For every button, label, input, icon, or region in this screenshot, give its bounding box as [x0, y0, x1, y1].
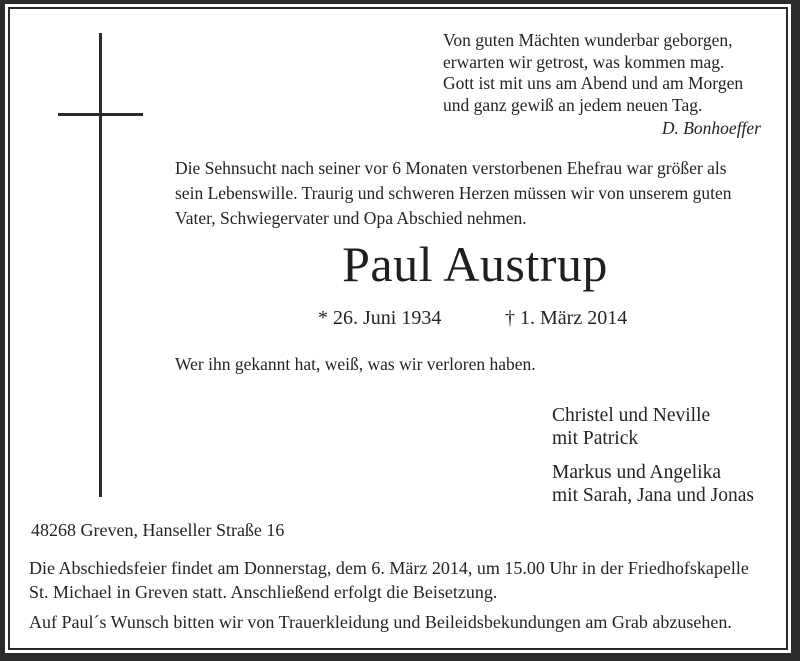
verse-attribution: D. Bonhoeffer: [661, 117, 761, 138]
verse-line: und ganz gewiß an jedem neuen Tag.: [443, 95, 703, 116]
tribute-line: Wer ihn gekannt hat, weiß, was wir verloren haben.: [175, 354, 536, 374]
mourners-list: [552, 404, 754, 507]
cross-vertical-bar: [99, 33, 102, 497]
verse-line: Von guten Mächten wunderbar geborgen,: [443, 30, 733, 50]
mourner-name: Christel und Neville: [552, 405, 711, 426]
mourner-name: Markus und Angelika: [552, 462, 721, 483]
intro-paragraph: [175, 156, 775, 231]
request-line: Auf Paul´s Wunsch bitten wir von Trauerkleidung und Beileidsbekundungen am Grab abzusehen.: [29, 612, 732, 632]
birth-date: * 26. Juni 1934: [318, 307, 442, 329]
funeral-detail-line: Die Abschiedsfeier findet am Donnerstag, dem 6. März 2014, um 15.00 Uhr in der Friedhofskapelle: [29, 558, 749, 578]
funeral-detail-line: St. Michael in Greven statt. Anschließend erfolgt die Beisetzung.: [29, 582, 498, 602]
deceased-name: Paul Austrup: [342, 236, 608, 292]
intro-line: Vater, Schwiegervater und Opa Abschied nehmen.: [175, 208, 527, 228]
mourner-group: [552, 404, 754, 450]
cross-horizontal-bar: [58, 113, 143, 116]
verse-line: Gott ist mit uns am Abend und am Morgen: [443, 73, 744, 94]
intro-line: sein Lebenswille. Traurig und schweren Herzen müssen wir von unserem guten: [175, 183, 732, 203]
mourner-name: mit Patrick: [552, 428, 639, 449]
opening-verse: [443, 30, 769, 140]
mourner-group: [552, 461, 754, 507]
address-line: 48268 Greven, Hanseller Straße 16: [31, 520, 285, 540]
verse-line: erwarten wir getrost, was kommen mag.: [443, 51, 725, 72]
funeral-details: [29, 556, 749, 604]
death-date: † 1. März 2014: [505, 307, 628, 329]
mourner-name: mit Sarah, Jana und Jonas: [552, 485, 755, 506]
intro-line: Die Sehnsucht nach seiner vor 6 Monaten verstorbenen Ehefrau war größer als: [175, 158, 727, 178]
